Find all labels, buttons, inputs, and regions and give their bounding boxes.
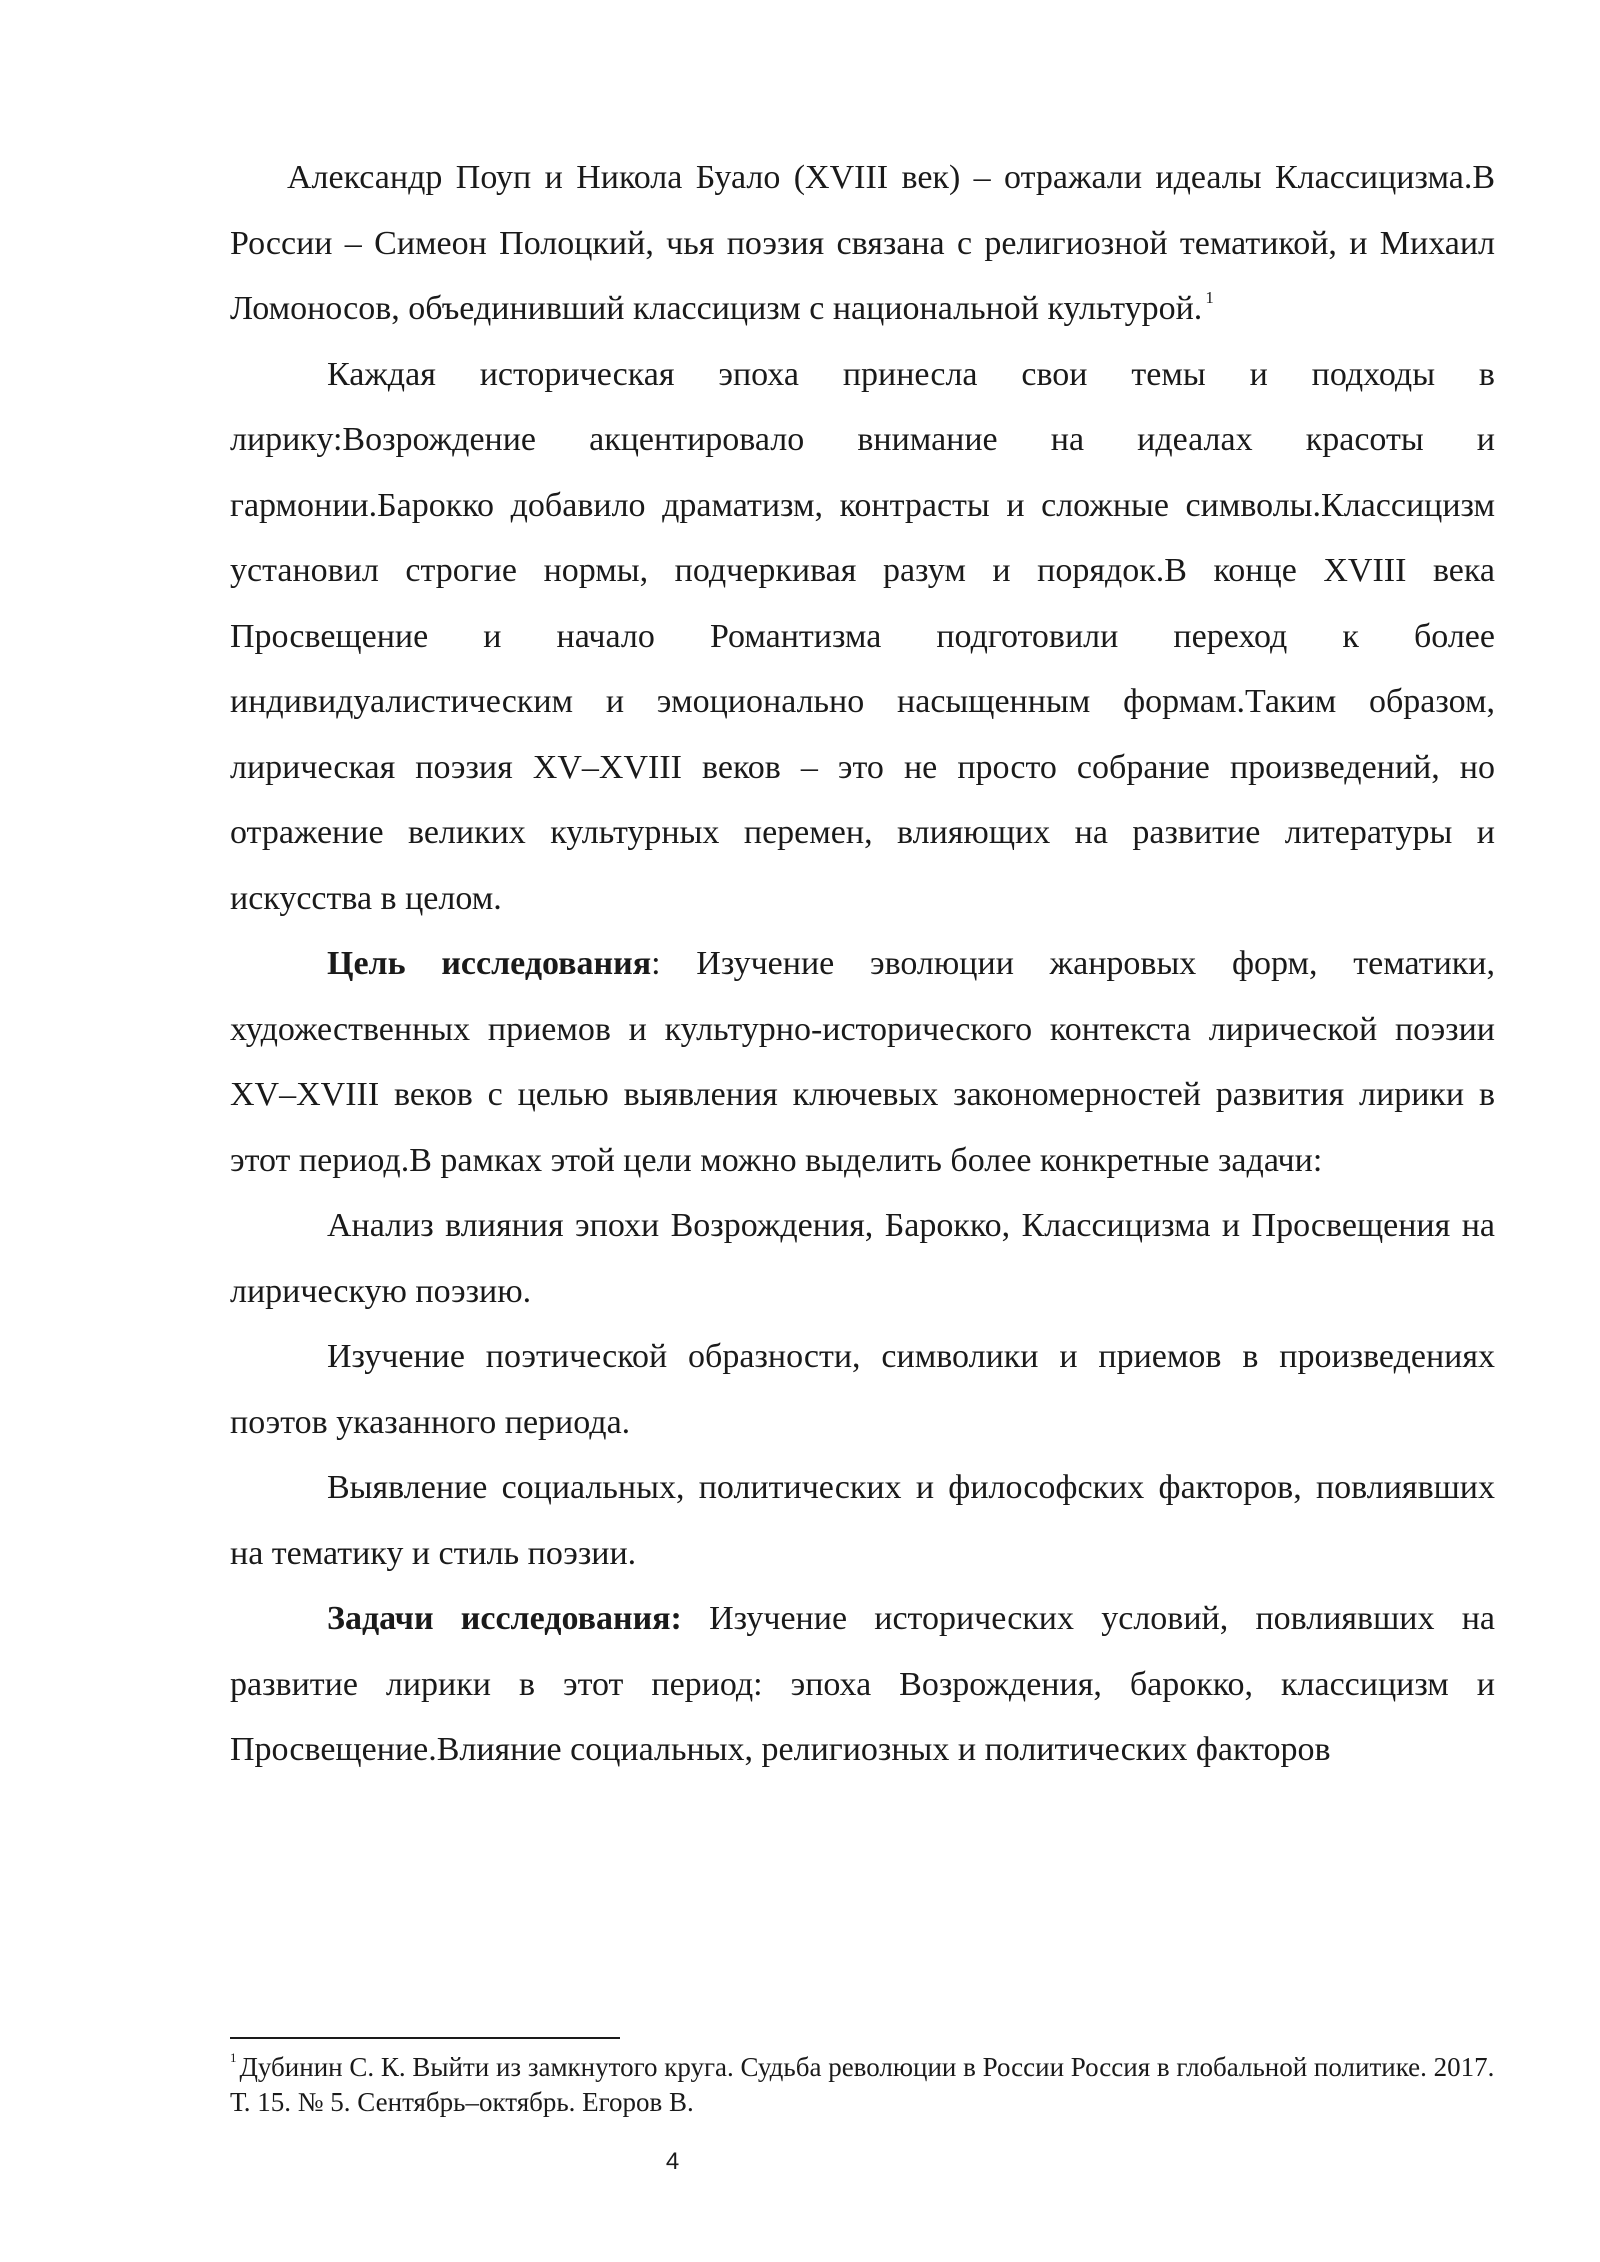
paragraph-authors — [230, 145, 1495, 342]
paragraph-task-factors: Выявление социальных, политических и философских факторов, повлиявших на тематику и стиль поэзии. — [230, 1469, 1495, 1572]
paragraph-task-influence: Анализ влияния эпохи Возрождения, Барокко, Классицизма и Просвещения на лирическую поэзию. — [230, 1207, 1495, 1310]
paragraph-research-tasks — [230, 1586, 1495, 1783]
footnote — [230, 2050, 1495, 2120]
paragraph-research-goal — [230, 931, 1495, 1193]
research-goal-label: Цель исследования — [327, 945, 652, 982]
paragraph-authors-text: Александр Поуп и Никола Буало (XVIII век) – отражали идеалы Классицизма.В России – Симеон Полоцкий, чья поэзия связана с религиозной тематикой, и Михаил Ломоносов, объединивший классицизм с национальной культурой. — [230, 159, 1495, 327]
footnote-number: 1 — [230, 2050, 237, 2065]
research-tasks-text: Изучение исторических условий, повлиявших на развитие лирики в этот период: эпоха Возрождения, барокко, классицизм и Просвещение.Влияние социальных, религиозных и политических факторов — [230, 1600, 1495, 1768]
paragraph-task-imagery: Изучение поэтической образности, символики и приемов в произведениях поэтов указанного периода. — [230, 1338, 1495, 1441]
research-tasks-label: Задачи исследования: — [327, 1600, 682, 1637]
footnote-separator — [230, 2037, 620, 2039]
research-goal-text: Изучение эволюции жанровых форм, тематики, художественных приемов и культурно-исторического контекста лирической поэзии XV–XVIII веков с целью выявления ключевых закономерностей развития лирики в этот период.В рамках этой цели можно выделить более конкретные задачи: — [230, 945, 1496, 1179]
paragraph-epochs: Каждая историческая эпоха принесла свои темы и подходы в лирику:Возрождение акцентировало внимание на идеалах красоты и гармонии.Барокко добавило драматизм, контрасты и сложные символы.Классицизм установил строгие нормы, подчеркивая разум и порядок.В конце XVIII века Просвещение и начало Романтизма подготовили переход к более индивидуалистическим и эмоционально насыщенным формам.Таким образом, лирическая поэзия XV–XVIII веков – это не просто собрание произведений, но отражение великих культурных перемен, влияющих на развитие литературы и искусства в целом. — [230, 355, 1495, 917]
body-text — [230, 145, 1495, 1783]
footnote-reference[interactable]: 1 — [1205, 287, 1214, 307]
research-goal-colon: : — [651, 945, 697, 982]
page-number: 4 — [665, 2148, 680, 2175]
footnote-text: Дубинин С. К. Выйти из замкнутого круга. Судьба революции в России Россия в глобальной политике. 2017. Т. 15. № 5. Сентябрь–октябрь. Егоров В. — [230, 2052, 1495, 2117]
